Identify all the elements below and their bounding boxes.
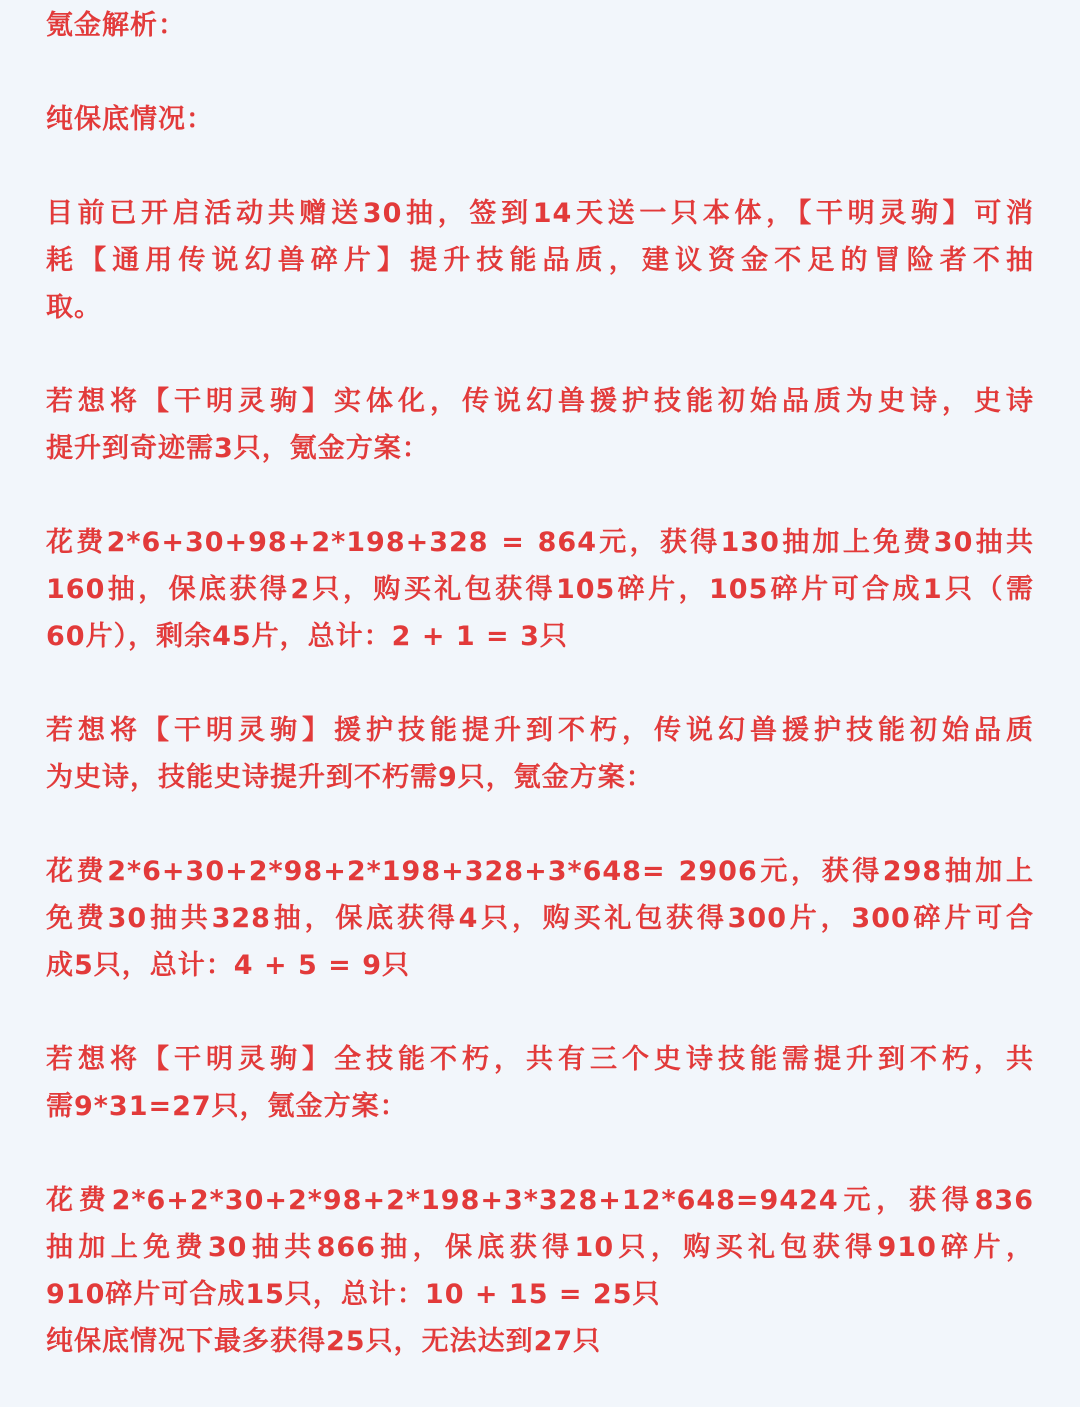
intro-paragraph	[46, 190, 1034, 331]
plan2-goal-line: 为史诗，技能史诗提升到不朽需9只，氪金方案：	[46, 762, 654, 793]
plan3-calc-line: 花费2*6+2*30+2*98+2*198+3*328+12*648=9424元，获得836	[46, 1185, 1034, 1216]
plan1-goal-line: 提升到奇迹需3只，氪金方案：	[46, 433, 430, 464]
plan2-calc-paragraph	[46, 848, 1034, 989]
plan1-goal-paragraph	[46, 378, 1034, 472]
heading	[46, 2, 1034, 49]
plan3-calc-line: 抽加上免费30抽共866抽，保底获得10只，购买礼包获得910碎片，	[46, 1232, 1034, 1263]
heading-text: 氪金解析：	[46, 10, 186, 41]
plan3-calc-paragraph	[46, 1177, 1034, 1365]
plan1-calc-paragraph	[46, 519, 1034, 660]
plan3-goal-line: 若想将【干明灵驹】全技能不朽，共有三个史诗技能需提升到不朽，共	[46, 1044, 1034, 1075]
spacer	[46, 49, 1034, 96]
intro-line: 耗【通用传说幻兽碎片】提升技能品质，建议资金不足的冒险者不抽	[46, 245, 1034, 276]
plan2-goal-paragraph	[46, 707, 1034, 801]
plan2-goal-line: 若想将【干明灵驹】援护技能提升到不朽，传说幻兽援护技能初始品质	[46, 715, 1034, 746]
plan2-calc-line: 成5只，总计：4 + 5 = 9只	[46, 950, 410, 981]
spacer	[46, 660, 1034, 707]
plan1-calc-line: 60片），剩余45片，总计：2 + 1 = 3只	[46, 621, 568, 652]
spacer	[46, 989, 1034, 1036]
section-title	[46, 96, 1034, 143]
intro-line: 取。	[46, 292, 102, 323]
plan2-calc-line: 免费30抽共328抽，保底获得4只，购买礼包获得300片，300碎片可合	[46, 903, 1034, 934]
conclusion-line: 纯保底情况下最多获得25只，无法达到27只	[46, 1326, 602, 1357]
spacer	[46, 1130, 1034, 1177]
plan3-goal-paragraph	[46, 1036, 1034, 1130]
spacer	[46, 801, 1034, 848]
plan1-calc-line: 160抽，保底获得2只，购买礼包获得105碎片，105碎片可合成1只（需	[46, 574, 1034, 605]
plan1-calc-line: 花费2*6+30+98+2*198+328 = 864元，获得130抽加上免费30抽共	[46, 527, 1034, 558]
plan3-calc-line: 910碎片可合成15只，总计：10 + 15 = 25只	[46, 1279, 661, 1310]
plan2-calc-line: 花费2*6+30+2*98+2*198+328+3*648= 2906元，获得298抽加上	[46, 856, 1034, 887]
spacer	[46, 143, 1034, 190]
plan1-goal-line: 若想将【干明灵驹】实体化，传说幻兽援护技能初始品质为史诗，史诗	[46, 386, 1034, 417]
spacer	[46, 331, 1034, 378]
intro-line: 目前已开启活动共赠送30抽，签到14天送一只本体，【干明灵驹】可消	[46, 198, 1034, 229]
spacer	[46, 472, 1034, 519]
section-title-text: 纯保底情况：	[46, 104, 214, 135]
plan3-goal-line: 需9*31=27只，氪金方案：	[46, 1091, 408, 1122]
